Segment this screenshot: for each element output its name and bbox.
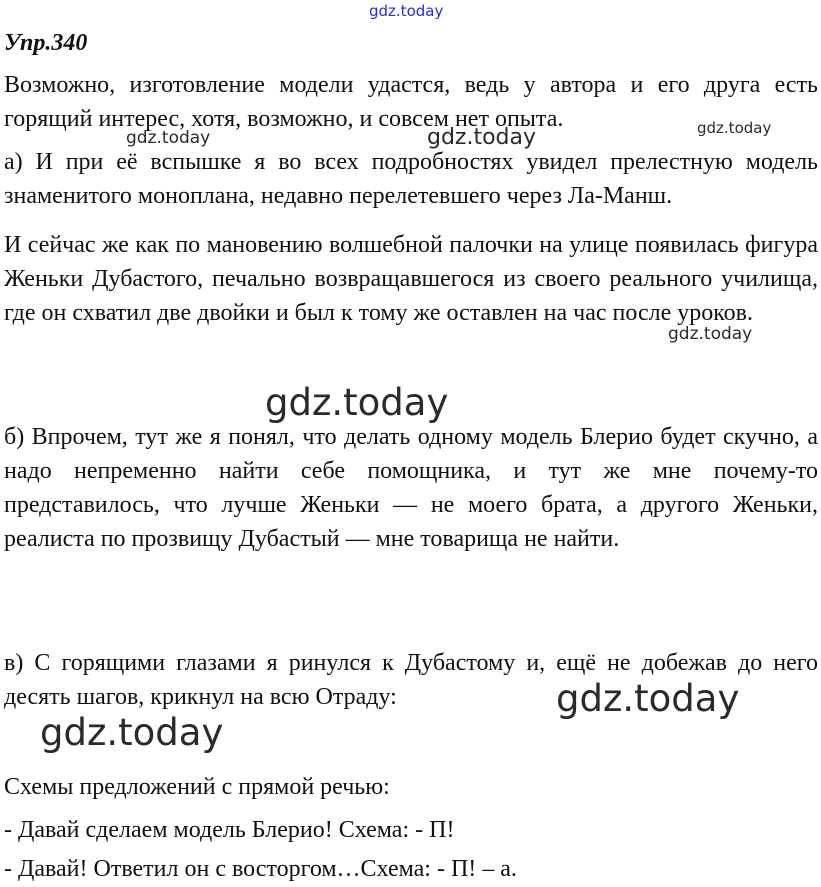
exercise-title: Упр.340 [4, 30, 88, 56]
scheme-item: - Давай сделаем модель Блерио! Схема: - П! [4, 817, 455, 843]
watermark-large-middle: gdz.today [265, 381, 449, 424]
paragraph-a-continued: И сейчас же как по мановению волшебной палочки на улице появилась фигура Женьки Дубастого, печально возвращавшегося из своего реального училища, где он схватил две двойки и был к тому же оставлен на час после уроков. [4, 232, 818, 326]
paragraph-b: б) Впрочем, тут же я понял, что делать одному модель Блерио будет скучно, а надо непременно найти себе помощника, и тут же мне почему-то представилось, что лучше Женьки — не моего брата, а другого Женьки, реалиста по прозвищу Дубастый — мне товарища не найти. [4, 424, 818, 552]
watermark-large-right: gdz.today [556, 677, 740, 720]
watermark-small-left: gdz.today [126, 128, 211, 148]
paragraph-a: а) И при её вспышке я во всех подробностях увидел прелестную модель знаменитого моноплана, недавно перелетевшего через Ла-Манш. [4, 149, 818, 209]
watermark-medium-center: gdz.today [427, 125, 537, 150]
answer-paragraph: Возможно, изготовление модели удастся, ведь у автора и его друга есть горящий интерес, хотя, возможно, и совсем нет опыта. [4, 72, 818, 132]
watermark-large-left: gdz.today [40, 711, 224, 754]
scheme-item: - Давай! Ответил он с восторгом…Схема: - П! – а. [4, 856, 517, 882]
watermark-top: gdz.today [369, 2, 444, 20]
paragraph-v: в) С горящими глазами я ринулся к Дубастому и, ещё не добежав до него десять шагов, крикнул на всю Отраду: [4, 650, 818, 710]
schemes-heading: Схемы предложений с прямой речью: [4, 774, 390, 800]
watermark-small-right-lower: gdz.today [668, 324, 753, 344]
watermark-small-right: gdz.today [697, 119, 772, 137]
